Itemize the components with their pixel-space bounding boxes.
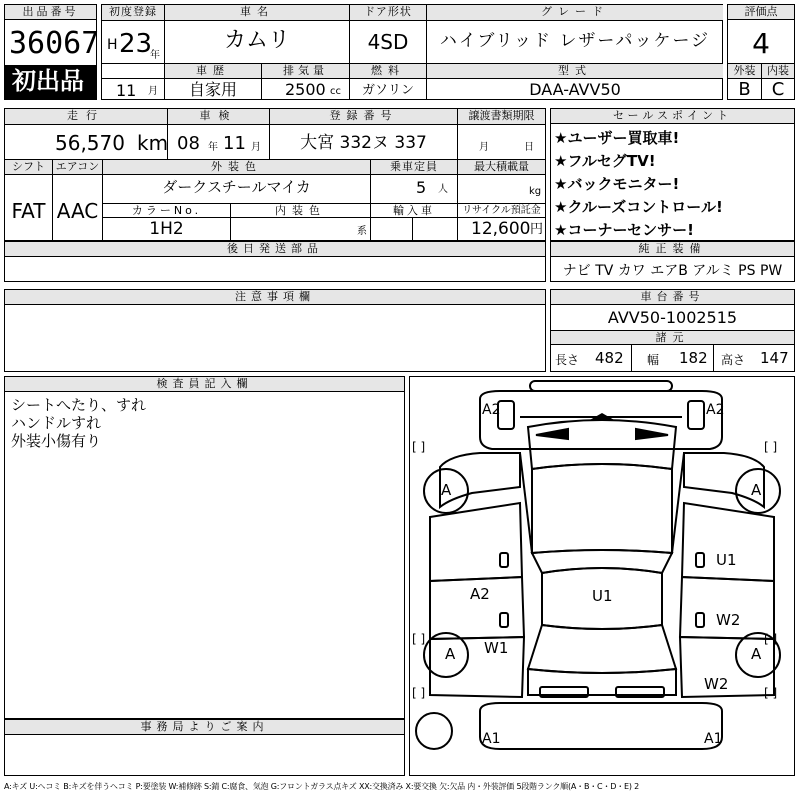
import-label: 輸入車: [371, 204, 457, 217]
plate-number: 大宮 332ヌ 337: [300, 133, 427, 153]
office-info-label: 事務局よりご案内: [5, 720, 404, 735]
later-parts-block: [4, 241, 546, 282]
reg-year: 23: [119, 29, 153, 59]
capacity-label: 乗車定員: [371, 160, 457, 174]
interior-grade: C: [771, 79, 785, 100]
height-label: 高さ: [721, 353, 746, 367]
mileage-label: 走行: [5, 109, 167, 124]
reg-month: 11: [116, 81, 137, 100]
width-label: 幅: [647, 353, 660, 367]
selling-point-1: ★ユーザー買取車!: [554, 129, 680, 147]
displacement-label: 排気量: [262, 64, 349, 78]
reg-month-unit: 月: [148, 86, 158, 97]
shift: FAT: [11, 199, 46, 223]
load-label: 最大積載量: [458, 160, 545, 174]
car-name-label: 車名: [165, 5, 349, 20]
mark-roof: U1: [592, 587, 613, 605]
chassis-block: [550, 289, 795, 372]
equipment-block: [550, 241, 795, 282]
displacement: 2500: [285, 80, 326, 99]
ext-color: ダークスチールマイカ: [162, 178, 311, 196]
inspector-note-2: ハンドルすれ: [11, 414, 102, 432]
aircon: AAC: [56, 199, 99, 223]
color-no-label: カラーNo.: [103, 204, 230, 217]
mark-tire-fl: A: [441, 481, 452, 499]
door-label: ドア形状: [350, 5, 426, 20]
model-label: 型式: [427, 64, 723, 78]
inspection-month-unit: 月: [251, 142, 261, 153]
equipment-list: ナビ TV カワ エアB アルミ PS PW: [562, 263, 783, 279]
mark-tire-rr: A: [751, 645, 762, 663]
score-block: [727, 4, 795, 100]
bracket-right-mid: [ ]: [764, 632, 778, 646]
mileage: 56,570: [55, 131, 125, 155]
bracket-left-top: [ ]: [412, 440, 426, 454]
mark-tire-rl: A: [445, 645, 456, 663]
transfer-label: 譲渡書類期限: [458, 109, 545, 124]
inspector-note-3: 外装小傷有り: [11, 432, 102, 450]
chassis-number: AVV50-1002515: [607, 308, 738, 327]
first-reg-label: 初度登録: [102, 5, 164, 20]
bracket-left-mid: [ ]: [412, 632, 426, 646]
grade: ハイブリッド レザーパッケージ: [439, 31, 711, 51]
score-label: 評価点: [728, 5, 794, 20]
bracket-right-bottom: [ ]: [764, 686, 778, 700]
equipment-label: 純正装備: [551, 242, 794, 257]
mark-rear-left: A1: [482, 731, 501, 747]
load-unit: kg: [529, 186, 542, 197]
lot-label: 出品番号: [5, 5, 96, 20]
inspector-notes-label: 検査員記入欄: [5, 377, 404, 392]
transfer-month: 月: [479, 142, 489, 153]
mark-quarter-right: W2: [704, 675, 729, 693]
mark-tire-fr: A: [751, 481, 762, 499]
car-outline: [410, 377, 794, 775]
inspection-month: 11: [223, 133, 246, 154]
reg-year-unit: 年: [150, 50, 160, 61]
top-info-block: [101, 4, 723, 100]
first-listing-badge: [5, 65, 96, 99]
history-label: 車歴: [165, 64, 261, 78]
mark-door-left: A2: [470, 585, 490, 603]
legend: A:キズ U:ヘコミ B:キズを伴うヘコミ P:要塗装 W:補修跡 S:錆 C:腐食、気泡 G:フロントガラス点キズ XX:交換済み X:要交換 欠:欠品 内・外装評価 5段階ランク順(A・B・C・D・E) 2: [4, 782, 640, 791]
era: H: [107, 37, 118, 53]
mark-door-right: W2: [716, 611, 741, 629]
mark-front-left: A2: [482, 402, 501, 418]
mark-front-right: A2: [706, 402, 725, 418]
mileage-unit: km: [137, 131, 169, 155]
score-value: 4: [752, 27, 770, 60]
selling-point-4: ★クルーズコントロール!: [554, 198, 723, 216]
selling-point-5: ★コーナーセンサー!: [554, 221, 694, 239]
inspection-label: 車検: [168, 109, 269, 124]
inspection-year: 08: [177, 133, 200, 154]
interior-color-label: 内装色: [231, 204, 370, 217]
later-parts-label: 後日発送部品: [5, 242, 545, 257]
length-label: 長さ: [555, 353, 580, 367]
lot-block: [4, 4, 100, 100]
exterior-grade: B: [738, 79, 751, 100]
mark-rear-right: A1: [704, 731, 723, 747]
inspection-year-unit: 年: [208, 142, 218, 153]
ext-color-label: 外装色: [103, 160, 370, 174]
plate-label: 登録番号: [270, 109, 457, 124]
transfer-day: 日: [524, 142, 534, 153]
mark-quarter-left: W1: [484, 639, 509, 657]
car-name: カムリ: [223, 28, 290, 53]
selling-point-3: ★バックモニター!: [554, 175, 680, 193]
shift-label: シフト: [5, 160, 52, 174]
color-no: 1H2: [149, 219, 184, 239]
notes-block: [4, 289, 546, 372]
fuel-label: 燃料: [350, 64, 426, 78]
capacity-unit: 人: [438, 184, 448, 195]
inspector-notes-block: [4, 376, 405, 719]
specs-label: 諸元: [551, 331, 794, 345]
recycle-unit: 円: [530, 222, 544, 237]
recycle-label: リサイクル預託金: [458, 204, 545, 217]
notes-label: 注意事項欄: [5, 290, 545, 305]
selling-points-block: [550, 108, 795, 241]
office-info-block: [4, 719, 405, 776]
length: 482: [595, 349, 624, 367]
inspector-note-1: シートへたり、すれ: [11, 396, 147, 414]
selling-points-label: セールスポイント: [551, 109, 794, 124]
fuel: ガソリン: [361, 83, 414, 98]
bracket-left-bottom: [ ]: [412, 686, 426, 700]
interior-color-unit: 系: [357, 226, 367, 237]
car-history: 自家用: [188, 80, 237, 99]
first-listing-text: 初出品: [12, 67, 84, 95]
lot-number: 36067: [9, 26, 100, 61]
aircon-label: エアコン: [53, 160, 102, 174]
mark-fender-right: U1: [716, 551, 737, 569]
displacement-unit: cc: [330, 86, 341, 97]
model-code: DAA-AVV50: [529, 80, 621, 99]
recycle-fee: 12,600: [471, 219, 531, 239]
capacity: 5: [416, 178, 427, 197]
width: 182: [679, 349, 708, 367]
height: 147: [760, 349, 789, 367]
grade-label: グレード: [427, 5, 723, 20]
exterior-label: 外装: [728, 64, 761, 78]
chassis-label: 車台番号: [551, 290, 794, 305]
selling-point-2: ★フルセグTV!: [554, 152, 656, 170]
damage-diagram: [409, 376, 795, 776]
door-type: 4SD: [367, 30, 409, 54]
bracket-right-top: [ ]: [764, 440, 778, 454]
interior-label: 内装: [762, 64, 794, 78]
vehicle-info-block: [4, 108, 546, 241]
